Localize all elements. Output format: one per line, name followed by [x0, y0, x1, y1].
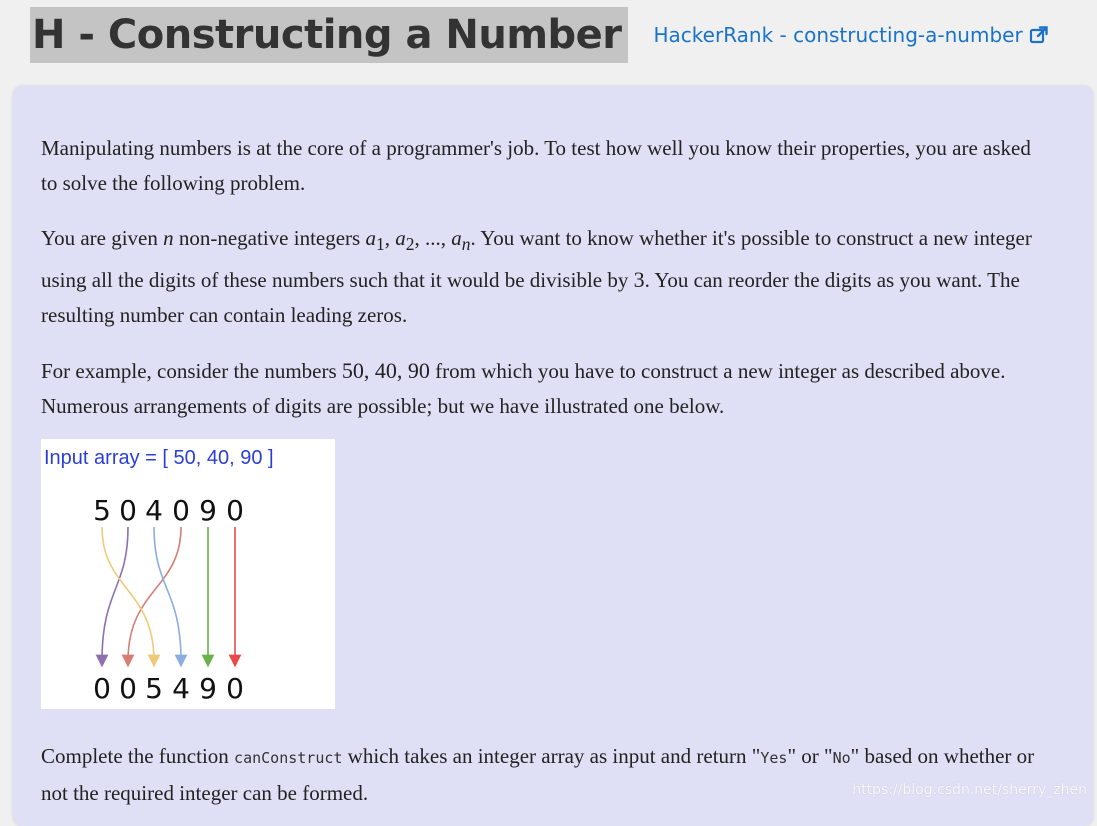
example-paragraph: For example, consider the numbers 50, 40, 90 from which you have to construct a new integer as described above. Numerous arrangements of digits are possible; but we have illustrated one below.: [41, 358, 1006, 419]
external-link-icon: [1029, 25, 1049, 45]
hackerrank-link-label: HackerRank - constructing-a-number: [653, 23, 1023, 47]
digit-arrow: [154, 527, 181, 661]
digit-arrow: [102, 527, 128, 661]
bottom-digit: 0: [119, 672, 137, 705]
yes-literal: Yes: [760, 749, 788, 767]
divisor-three: 3: [633, 267, 645, 293]
function-name: canConstruct: [234, 749, 343, 767]
page-header: [30, 6, 1049, 64]
var-n: n: [163, 226, 174, 250]
digit-rearrangement-svg: [41, 439, 335, 709]
task-paragraph: Complete the function canConstruct which takes an integer array as input and return "Yes" or "No" based on whether or not the required integer can be formed.: [41, 744, 1035, 805]
example-numbers: 50, 40, 90: [341, 358, 430, 384]
bottom-digit: 9: [199, 672, 217, 705]
given-paragraph: You are given n non-negative integers $a_1$, $a_2$, ..., $a_n$. You want to know whether it's possible to construct a new integer using all the digits of these numbers such that it would be divisible by 3. You can reorder the digits as you want. The resulting number can contain leading zeros.: [41, 226, 1032, 328]
top-digit: 0: [172, 494, 190, 527]
hackerrank-link[interactable]: [654, 23, 1049, 47]
top-digit: 9: [199, 494, 217, 527]
page-title: H - Constructing a Number: [30, 7, 628, 63]
bottom-digit: 4: [172, 672, 190, 705]
top-digit: 0: [119, 494, 137, 527]
example-diagram: [41, 439, 335, 709]
bottom-digit: 5: [145, 672, 163, 705]
problem-statement: [41, 131, 1051, 444]
top-digit: 0: [226, 494, 244, 527]
figure-caption: Input array = [ 50, 40, 90 ]: [44, 447, 274, 469]
intro-paragraph: Manipulating numbers is at the core of a programmer's job. To test how well you know their properties, you are asked to solve the following problem.: [41, 136, 1031, 195]
no-literal: No: [832, 749, 851, 767]
bottom-digit: 0: [93, 672, 111, 705]
bottom-digit: 0: [226, 672, 244, 705]
digit-arrow: [102, 527, 154, 661]
watermark: https://blog.csdn.net/sherry_zhen: [852, 782, 1087, 798]
top-digit: 4: [145, 494, 163, 527]
top-digit: 5: [93, 494, 111, 527]
